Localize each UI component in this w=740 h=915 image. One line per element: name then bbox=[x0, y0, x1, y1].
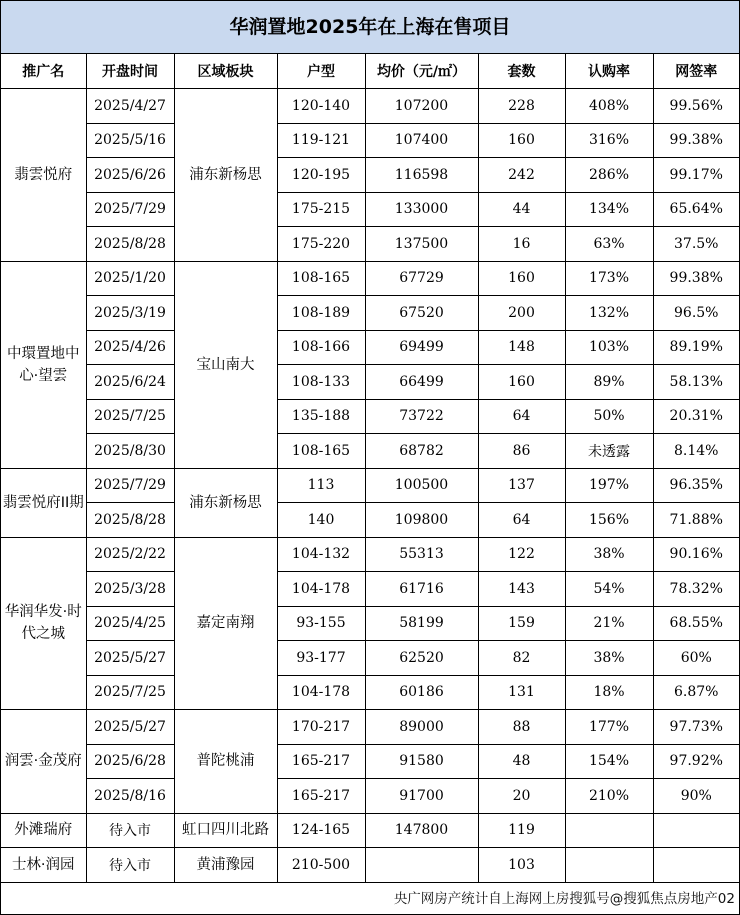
units-cell: 82 bbox=[478, 641, 565, 676]
unit-size-cell: 165-217 bbox=[277, 779, 365, 814]
contract-rate-cell: 58.13% bbox=[653, 365, 739, 400]
contract-rate-cell: 97.92% bbox=[653, 744, 739, 779]
subscription-rate-cell: 38% bbox=[565, 537, 653, 572]
unit-size-cell: 93-177 bbox=[277, 641, 365, 676]
unit-size-cell: 120-195 bbox=[277, 158, 365, 193]
subscription-rate-cell: 173% bbox=[565, 261, 653, 296]
unit-size-cell: 175-215 bbox=[277, 192, 365, 227]
unit-size-cell: 120-140 bbox=[277, 89, 365, 124]
open-date-cell: 2025/7/25 bbox=[86, 675, 174, 710]
units-cell: 64 bbox=[478, 503, 565, 538]
avg-price-cell: 107400 bbox=[365, 123, 478, 158]
avg-price-cell: 60186 bbox=[365, 675, 478, 710]
table-row bbox=[1, 468, 739, 503]
district-cell: 虹口四川北路 bbox=[174, 813, 277, 848]
units-cell: 242 bbox=[478, 158, 565, 193]
table-row bbox=[1, 848, 739, 883]
contract-rate-cell: 99.38% bbox=[653, 123, 739, 158]
unit-size-cell: 108-166 bbox=[277, 330, 365, 365]
table-row bbox=[1, 606, 739, 641]
table-row bbox=[1, 261, 739, 296]
avg-price-cell: 147800 bbox=[365, 813, 478, 848]
avg-price-cell: 100500 bbox=[365, 468, 478, 503]
project-name-cell: 士林·润园 bbox=[1, 848, 86, 883]
subscription-rate-cell: 54% bbox=[565, 572, 653, 607]
subscription-rate-cell: 未透露 bbox=[565, 434, 653, 469]
district-cell: 嘉定南翔 bbox=[174, 537, 277, 710]
avg-price-cell: 69499 bbox=[365, 330, 478, 365]
table-row bbox=[1, 675, 739, 710]
units-cell: 48 bbox=[478, 744, 565, 779]
unit-size-cell: 124-165 bbox=[277, 813, 365, 848]
header-row bbox=[1, 54, 739, 89]
open-date-cell: 2025/7/29 bbox=[86, 468, 174, 503]
unit-size-cell: 119-121 bbox=[277, 123, 365, 158]
contract-rate-cell: 90% bbox=[653, 779, 739, 814]
subscription-rate-cell bbox=[565, 848, 653, 883]
open-date-cell: 2025/8/28 bbox=[86, 227, 174, 262]
units-cell: 131 bbox=[478, 675, 565, 710]
avg-price-cell: 137500 bbox=[365, 227, 478, 262]
contract-rate-cell bbox=[653, 813, 739, 848]
units-cell: 200 bbox=[478, 296, 565, 331]
subscription-rate-cell: 21% bbox=[565, 606, 653, 641]
subscription-rate-cell: 286% bbox=[565, 158, 653, 193]
unit-size-cell: 108-165 bbox=[277, 261, 365, 296]
contract-rate-cell: 37.5% bbox=[653, 227, 739, 262]
avg-price-cell: 109800 bbox=[365, 503, 478, 538]
contract-rate-cell: 89.19% bbox=[653, 330, 739, 365]
units-cell: 160 bbox=[478, 261, 565, 296]
unit-size-cell: 113 bbox=[277, 468, 365, 503]
project-name-cell: 翡雲悦府 bbox=[1, 89, 86, 262]
subscription-rate-cell: 154% bbox=[565, 744, 653, 779]
units-cell: 228 bbox=[478, 89, 565, 124]
district-cell: 普陀桃浦 bbox=[174, 710, 277, 814]
table-body bbox=[1, 89, 739, 883]
contract-rate-cell: 96.35% bbox=[653, 468, 739, 503]
unit-size-cell: 140 bbox=[277, 503, 365, 538]
units-cell: 16 bbox=[478, 227, 565, 262]
open-date-cell: 2025/7/29 bbox=[86, 192, 174, 227]
unit-size-cell: 108-133 bbox=[277, 365, 365, 400]
table-row bbox=[1, 537, 739, 572]
unit-size-cell: 165-217 bbox=[277, 744, 365, 779]
subscription-rate-cell: 18% bbox=[565, 675, 653, 710]
units-cell: 137 bbox=[478, 468, 565, 503]
units-cell: 148 bbox=[478, 330, 565, 365]
open-date-cell: 2025/6/26 bbox=[86, 158, 174, 193]
open-date-cell: 2025/5/27 bbox=[86, 710, 174, 745]
subscription-rate-cell: 197% bbox=[565, 468, 653, 503]
units-cell: 86 bbox=[478, 434, 565, 469]
column-header: 户型 bbox=[277, 54, 365, 89]
units-cell: 143 bbox=[478, 572, 565, 607]
project-name-cell: 外滩瑞府 bbox=[1, 813, 86, 848]
unit-size-cell: 93-155 bbox=[277, 606, 365, 641]
avg-price-cell: 91580 bbox=[365, 744, 478, 779]
subscription-rate-cell: 63% bbox=[565, 227, 653, 262]
subscription-rate-cell: 50% bbox=[565, 399, 653, 434]
open-date-cell: 待入市 bbox=[86, 848, 174, 883]
open-date-cell: 2025/7/25 bbox=[86, 399, 174, 434]
project-name-cell: 翡雲悦府II期 bbox=[1, 468, 86, 537]
units-cell: 20 bbox=[478, 779, 565, 814]
open-date-cell: 2025/3/28 bbox=[86, 572, 174, 607]
table-row bbox=[1, 330, 739, 365]
avg-price-cell: 68782 bbox=[365, 434, 478, 469]
projects-table bbox=[1, 54, 739, 883]
units-cell: 160 bbox=[478, 123, 565, 158]
table-row bbox=[1, 434, 739, 469]
open-date-cell: 2025/5/16 bbox=[86, 123, 174, 158]
open-date-cell: 2025/3/19 bbox=[86, 296, 174, 331]
source-footer: 央广网房产统计自上海网上房搜狐号@搜狐焦点房地产02 bbox=[1, 882, 739, 914]
table-row bbox=[1, 227, 739, 262]
column-header: 开盘时间 bbox=[86, 54, 174, 89]
unit-size-cell: 175-220 bbox=[277, 227, 365, 262]
avg-price-cell: 61716 bbox=[365, 572, 478, 607]
subscription-rate-cell bbox=[565, 813, 653, 848]
table-row bbox=[1, 296, 739, 331]
column-header: 套数 bbox=[478, 54, 565, 89]
open-date-cell: 2025/4/27 bbox=[86, 89, 174, 124]
open-date-cell: 待入市 bbox=[86, 813, 174, 848]
open-date-cell: 2025/6/28 bbox=[86, 744, 174, 779]
table-row bbox=[1, 399, 739, 434]
unit-size-cell: 104-178 bbox=[277, 675, 365, 710]
avg-price-cell: 67520 bbox=[365, 296, 478, 331]
subscription-rate-cell: 103% bbox=[565, 330, 653, 365]
table-row bbox=[1, 158, 739, 193]
avg-price-cell: 107200 bbox=[365, 89, 478, 124]
contract-rate-cell: 99.56% bbox=[653, 89, 739, 124]
open-date-cell: 2025/1/20 bbox=[86, 261, 174, 296]
subscription-rate-cell: 134% bbox=[565, 192, 653, 227]
subscription-rate-cell: 89% bbox=[565, 365, 653, 400]
unit-size-cell: 135-188 bbox=[277, 399, 365, 434]
subscription-rate-cell: 408% bbox=[565, 89, 653, 124]
table-row bbox=[1, 503, 739, 538]
district-cell: 黄浦豫园 bbox=[174, 848, 277, 883]
table-row bbox=[1, 123, 739, 158]
open-date-cell: 2025/2/22 bbox=[86, 537, 174, 572]
subscription-rate-cell: 132% bbox=[565, 296, 653, 331]
units-cell: 64 bbox=[478, 399, 565, 434]
contract-rate-cell: 97.73% bbox=[653, 710, 739, 745]
avg-price-cell: 116598 bbox=[365, 158, 478, 193]
units-cell: 103 bbox=[478, 848, 565, 883]
contract-rate-cell: 96.5% bbox=[653, 296, 739, 331]
open-date-cell: 2025/8/28 bbox=[86, 503, 174, 538]
avg-price-cell: 73722 bbox=[365, 399, 478, 434]
unit-size-cell: 104-132 bbox=[277, 537, 365, 572]
subscription-rate-cell: 177% bbox=[565, 710, 653, 745]
subscription-rate-cell: 316% bbox=[565, 123, 653, 158]
units-cell: 122 bbox=[478, 537, 565, 572]
district-cell: 浦东新杨思 bbox=[174, 89, 277, 262]
column-header: 推广名 bbox=[1, 54, 86, 89]
table-row bbox=[1, 779, 739, 814]
open-date-cell: 2025/4/26 bbox=[86, 330, 174, 365]
contract-rate-cell: 60% bbox=[653, 641, 739, 676]
subscription-rate-cell: 210% bbox=[565, 779, 653, 814]
table-row bbox=[1, 813, 739, 848]
contract-rate-cell: 65.64% bbox=[653, 192, 739, 227]
unit-size-cell: 170-217 bbox=[277, 710, 365, 745]
table-row bbox=[1, 365, 739, 400]
unit-size-cell: 104-178 bbox=[277, 572, 365, 607]
contract-rate-cell bbox=[653, 848, 739, 883]
units-cell: 160 bbox=[478, 365, 565, 400]
contract-rate-cell: 8.14% bbox=[653, 434, 739, 469]
avg-price-cell: 91700 bbox=[365, 779, 478, 814]
district-cell: 宝山南大 bbox=[174, 261, 277, 468]
open-date-cell: 2025/5/27 bbox=[86, 641, 174, 676]
table-row bbox=[1, 710, 739, 745]
open-date-cell: 2025/8/30 bbox=[86, 434, 174, 469]
contract-rate-cell: 20.31% bbox=[653, 399, 739, 434]
table-row bbox=[1, 572, 739, 607]
contract-rate-cell: 71.88% bbox=[653, 503, 739, 538]
avg-price-cell bbox=[365, 848, 478, 883]
avg-price-cell: 66499 bbox=[365, 365, 478, 400]
open-date-cell: 2025/8/16 bbox=[86, 779, 174, 814]
contract-rate-cell: 6.87% bbox=[653, 675, 739, 710]
column-header: 网签率 bbox=[653, 54, 739, 89]
project-name-cell: 中環置地中心·望雲 bbox=[1, 261, 86, 468]
avg-price-cell: 67729 bbox=[365, 261, 478, 296]
table-row bbox=[1, 641, 739, 676]
avg-price-cell: 58199 bbox=[365, 606, 478, 641]
units-cell: 159 bbox=[478, 606, 565, 641]
avg-price-cell: 133000 bbox=[365, 192, 478, 227]
open-date-cell: 2025/4/25 bbox=[86, 606, 174, 641]
contract-rate-cell: 90.16% bbox=[653, 537, 739, 572]
unit-size-cell: 108-165 bbox=[277, 434, 365, 469]
avg-price-cell: 55313 bbox=[365, 537, 478, 572]
units-cell: 88 bbox=[478, 710, 565, 745]
units-cell: 119 bbox=[478, 813, 565, 848]
contract-rate-cell: 68.55% bbox=[653, 606, 739, 641]
avg-price-cell: 89000 bbox=[365, 710, 478, 745]
district-cell: 浦东新杨思 bbox=[174, 468, 277, 537]
contract-rate-cell: 99.17% bbox=[653, 158, 739, 193]
unit-size-cell: 108-189 bbox=[277, 296, 365, 331]
project-name-cell: 润雲·金茂府 bbox=[1, 710, 86, 814]
units-cell: 44 bbox=[478, 192, 565, 227]
column-header: 认购率 bbox=[565, 54, 653, 89]
avg-price-cell: 62520 bbox=[365, 641, 478, 676]
project-name-cell: 华润华发·时代之城 bbox=[1, 537, 86, 710]
table-row bbox=[1, 89, 739, 124]
contract-rate-cell: 78.32% bbox=[653, 572, 739, 607]
open-date-cell: 2025/6/24 bbox=[86, 365, 174, 400]
subscription-rate-cell: 38% bbox=[565, 641, 653, 676]
column-header: 均价（元/㎡） bbox=[365, 54, 478, 89]
unit-size-cell: 210-500 bbox=[277, 848, 365, 883]
table-title: 华润置地2025年在上海在售项目 bbox=[1, 1, 739, 54]
table-row bbox=[1, 744, 739, 779]
contract-rate-cell: 99.38% bbox=[653, 261, 739, 296]
subscription-rate-cell: 156% bbox=[565, 503, 653, 538]
column-header: 区域板块 bbox=[174, 54, 277, 89]
table-row bbox=[1, 192, 739, 227]
